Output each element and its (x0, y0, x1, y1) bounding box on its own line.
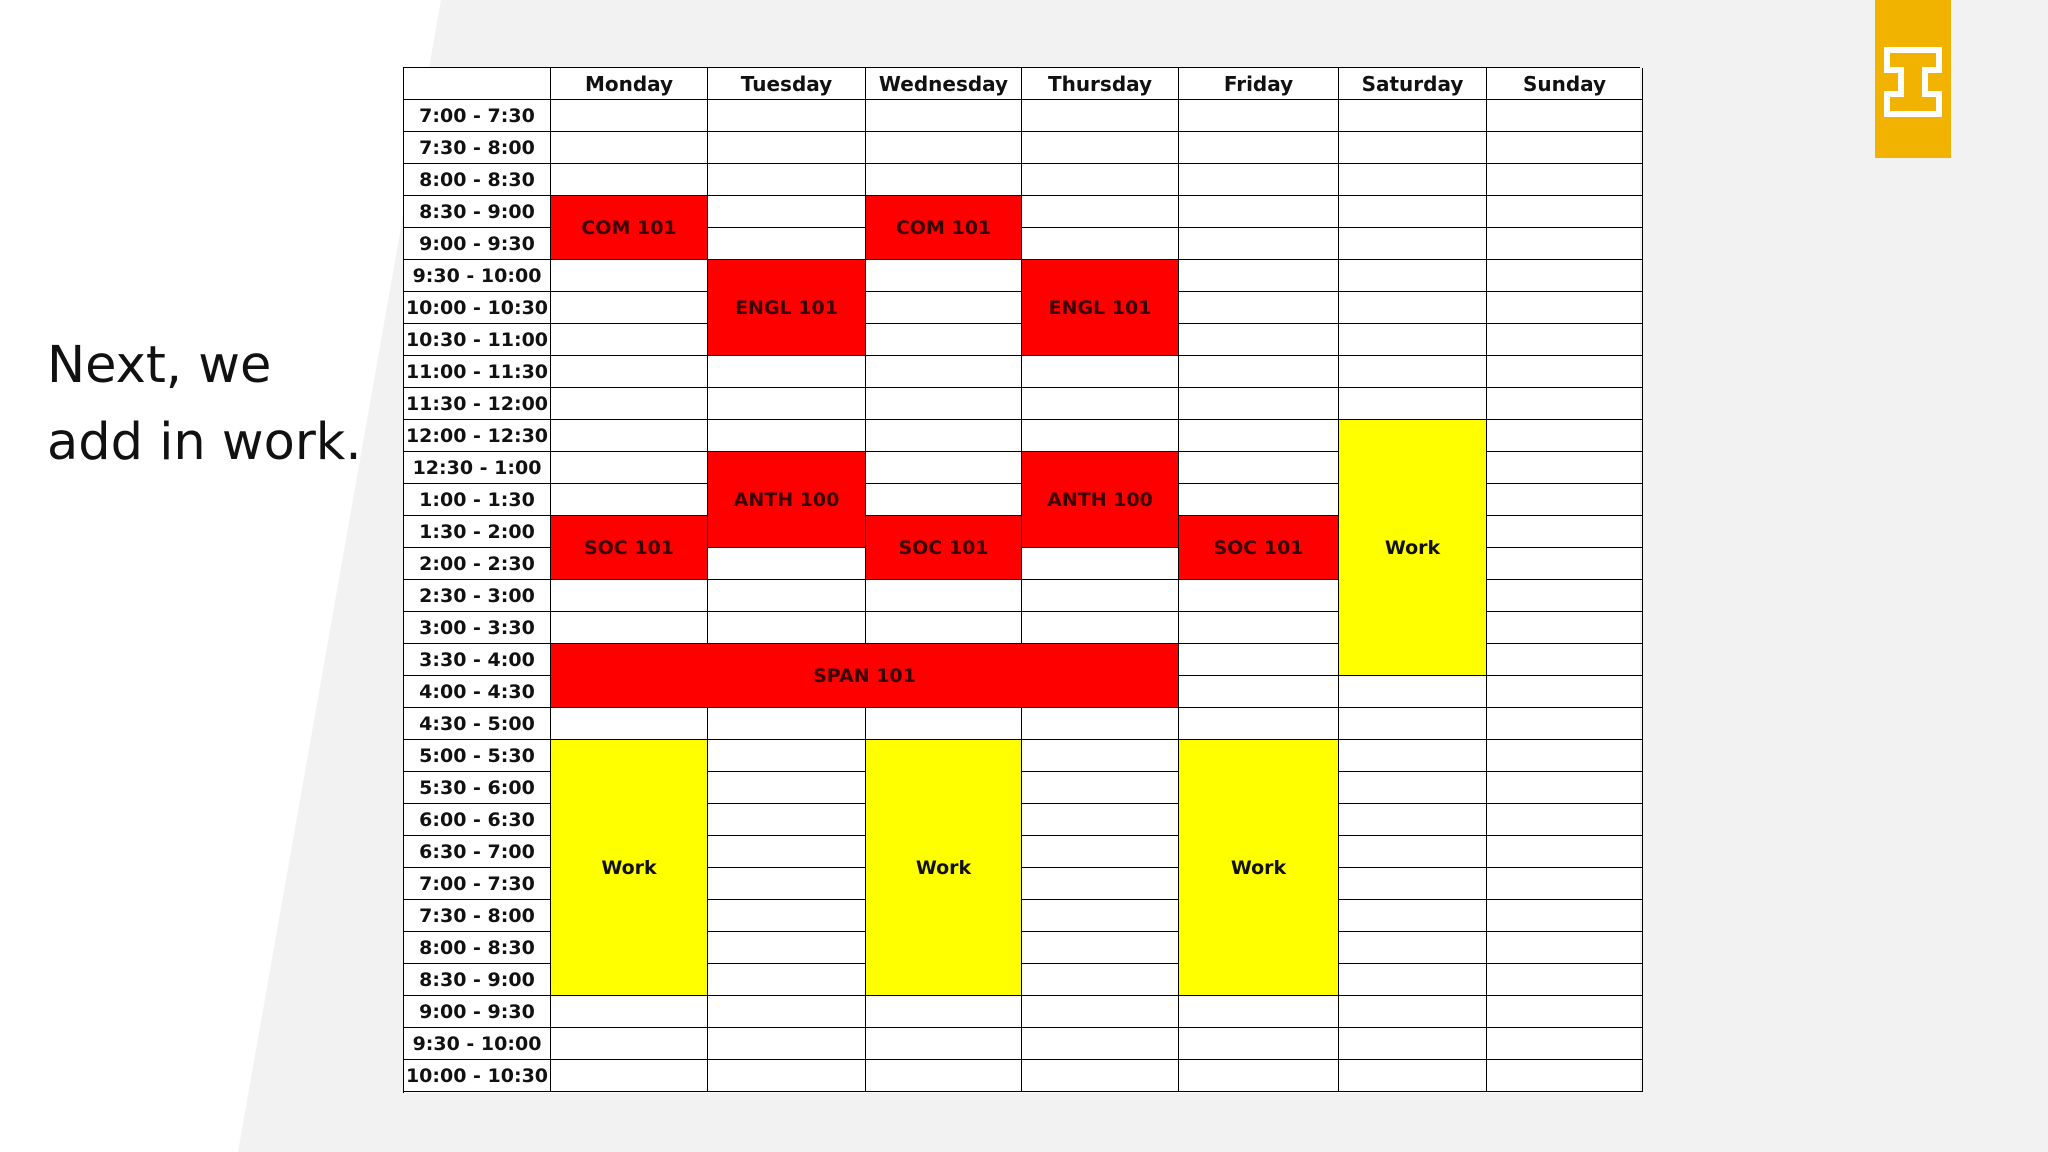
schedule-cell (1487, 676, 1643, 708)
schedule-cell (866, 260, 1022, 292)
class-block: COM 101 (551, 196, 708, 260)
schedule-cell (1022, 228, 1179, 260)
schedule-cell (1179, 420, 1339, 452)
schedule-cell (708, 964, 866, 996)
schedule-cell (551, 996, 708, 1028)
schedule-cell (1339, 356, 1487, 388)
time-slot-label: 4:30 - 5:00 (404, 708, 551, 740)
schedule-cell (708, 228, 866, 260)
day-header-saturday: Saturday (1339, 68, 1487, 100)
schedule-cell (1339, 708, 1487, 740)
schedule-cell (1487, 324, 1643, 356)
schedule-cell (1179, 100, 1339, 132)
schedule-cell (1487, 132, 1643, 164)
schedule-cell (1022, 612, 1179, 644)
schedule-cell (708, 1028, 866, 1060)
time-slot-label: 8:30 - 9:00 (404, 196, 551, 228)
schedule-cell (866, 356, 1022, 388)
schedule-cell (551, 388, 708, 420)
schedule-cell (1487, 804, 1643, 836)
schedule-cell (1022, 1060, 1179, 1092)
schedule-cell (1487, 644, 1643, 676)
time-slot-label: 9:00 - 9:30 (404, 228, 551, 260)
schedule-cell (708, 900, 866, 932)
schedule-cell (866, 996, 1022, 1028)
schedule-cell (551, 420, 708, 452)
schedule-cell (1179, 708, 1339, 740)
schedule-cell (1339, 1060, 1487, 1092)
slide-text-line-2: add in work. (47, 413, 362, 472)
time-slot-label: 12:30 - 1:00 (404, 452, 551, 484)
schedule-cell (1487, 1028, 1643, 1060)
schedule-cell (1022, 580, 1179, 612)
schedule-cell (1022, 100, 1179, 132)
time-slot-label: 4:00 - 4:30 (404, 676, 551, 708)
time-slot-label: 8:30 - 9:00 (404, 964, 551, 996)
schedule-cell (1339, 804, 1487, 836)
schedule-cell (1339, 932, 1487, 964)
schedule-cell (1022, 388, 1179, 420)
schedule-cell (1487, 932, 1643, 964)
schedule-cell (1022, 1028, 1179, 1060)
schedule-cell (551, 164, 708, 196)
slide-text (47, 327, 407, 481)
schedule-cell (551, 612, 708, 644)
schedule-cell (1022, 356, 1179, 388)
schedule-cell (1487, 612, 1643, 644)
schedule-cell (551, 292, 708, 324)
schedule-cell (1487, 164, 1643, 196)
time-slot-label: 5:00 - 5:30 (404, 740, 551, 772)
time-slot-label: 9:30 - 10:00 (404, 260, 551, 292)
schedule-cell (1179, 996, 1339, 1028)
schedule-cell (1339, 676, 1487, 708)
schedule-cell (1339, 100, 1487, 132)
time-slot-label: 8:00 - 8:30 (404, 164, 551, 196)
schedule-cell (1179, 132, 1339, 164)
schedule-cell (1339, 260, 1487, 292)
schedule-cell (1179, 580, 1339, 612)
schedule-cell (1339, 388, 1487, 420)
class-block: SOC 101 (866, 516, 1022, 580)
time-slot-label: 10:00 - 10:30 (404, 292, 551, 324)
time-slot-label: 6:00 - 6:30 (404, 804, 551, 836)
weekly-schedule-grid (403, 67, 1640, 1093)
schedule-cell (1179, 612, 1339, 644)
schedule-cell (1487, 868, 1643, 900)
schedule-cell (551, 356, 708, 388)
schedule-cell (551, 452, 708, 484)
schedule-cell (866, 708, 1022, 740)
schedule-cell (1339, 132, 1487, 164)
schedule-cell (1022, 932, 1179, 964)
schedule-cell (1339, 996, 1487, 1028)
schedule-cell (1179, 1028, 1339, 1060)
schedule-cell (1339, 964, 1487, 996)
schedule-cell (1339, 868, 1487, 900)
time-slot-label: 12:00 - 12:30 (404, 420, 551, 452)
schedule-cell (1339, 1028, 1487, 1060)
schedule-cell (1339, 900, 1487, 932)
schedule-cell (866, 580, 1022, 612)
schedule-cell (708, 932, 866, 964)
time-slot-label: 11:30 - 12:00 (404, 388, 551, 420)
time-slot-label: 3:00 - 3:30 (404, 612, 551, 644)
schedule-cell (866, 452, 1022, 484)
day-header-sunday: Sunday (1487, 68, 1643, 100)
schedule-cell (1487, 260, 1643, 292)
schedule-cell (1022, 964, 1179, 996)
time-slot-label: 9:00 - 9:30 (404, 996, 551, 1028)
day-header-friday: Friday (1179, 68, 1339, 100)
schedule-cell (1022, 836, 1179, 868)
schedule-cell (1339, 196, 1487, 228)
day-header-wednesday: Wednesday (866, 68, 1022, 100)
schedule-cell (866, 1060, 1022, 1092)
time-slot-label: 7:30 - 8:00 (404, 900, 551, 932)
schedule-cell (1487, 548, 1643, 580)
schedule-cell (551, 580, 708, 612)
time-slot-label: 1:30 - 2:00 (404, 516, 551, 548)
work-block: Work (866, 740, 1022, 996)
schedule-cell (1022, 996, 1179, 1028)
schedule-cell (866, 484, 1022, 516)
schedule-cell (1487, 100, 1643, 132)
time-slot-label: 10:30 - 11:00 (404, 324, 551, 356)
schedule-cell (708, 996, 866, 1028)
schedule-cell (708, 836, 866, 868)
time-slot-label: 7:00 - 7:30 (404, 100, 551, 132)
logo (1875, 0, 1951, 158)
schedule-cell (1179, 388, 1339, 420)
day-header-tuesday: Tuesday (708, 68, 866, 100)
schedule-cell (708, 580, 866, 612)
schedule-cell (1339, 740, 1487, 772)
schedule-cell (708, 356, 866, 388)
schedule-cell (1487, 452, 1643, 484)
schedule-cell (708, 548, 866, 580)
class-block: SPAN 101 (551, 644, 1179, 708)
schedule-cell (1339, 164, 1487, 196)
schedule-cell (708, 740, 866, 772)
schedule-cell (1179, 164, 1339, 196)
schedule-cell (1487, 292, 1643, 324)
time-slot-label: 5:30 - 6:00 (404, 772, 551, 804)
schedule-cell (708, 388, 866, 420)
schedule-cell (1179, 196, 1339, 228)
work-block: Work (551, 740, 708, 996)
schedule-cell (708, 420, 866, 452)
schedule-cell (1022, 420, 1179, 452)
slide-text-line-1: Next, we (47, 336, 272, 395)
schedule-cell (1022, 772, 1179, 804)
schedule-cell (866, 388, 1022, 420)
schedule-cell (1022, 740, 1179, 772)
schedule-cell (1487, 836, 1643, 868)
schedule-cell (1179, 260, 1339, 292)
schedule-cell (866, 132, 1022, 164)
schedule-cell (1487, 708, 1643, 740)
class-block: COM 101 (866, 196, 1022, 260)
schedule-cell (708, 612, 866, 644)
day-header-thursday: Thursday (1022, 68, 1179, 100)
schedule-cell (1487, 516, 1643, 548)
schedule-cell (708, 868, 866, 900)
schedule-cell (1179, 228, 1339, 260)
time-slot-label: 6:30 - 7:00 (404, 836, 551, 868)
block-letter-i-icon (1875, 0, 1951, 158)
schedule-cell (551, 1028, 708, 1060)
schedule-cell (1022, 164, 1179, 196)
time-slot-label: 7:30 - 8:00 (404, 132, 551, 164)
time-slot-label: 7:00 - 7:30 (404, 868, 551, 900)
schedule-cell (1022, 900, 1179, 932)
schedule-cell (708, 100, 866, 132)
time-slot-label: 3:30 - 4:00 (404, 644, 551, 676)
schedule-cell (1179, 324, 1339, 356)
schedule-cell (1487, 580, 1643, 612)
time-slot-label: 11:00 - 11:30 (404, 356, 551, 388)
schedule-cell (1022, 708, 1179, 740)
schedule-cell (708, 804, 866, 836)
time-slot-label: 1:00 - 1:30 (404, 484, 551, 516)
time-slot-label: 8:00 - 8:30 (404, 932, 551, 964)
schedule-cell (708, 196, 866, 228)
schedule-cell (1487, 740, 1643, 772)
schedule-cell (866, 324, 1022, 356)
class-block: SOC 101 (551, 516, 708, 580)
schedule-cell (1487, 964, 1643, 996)
schedule-cell (1487, 1060, 1643, 1092)
schedule-cell (1179, 452, 1339, 484)
schedule-cell (1179, 1060, 1339, 1092)
schedule-cell (866, 420, 1022, 452)
schedule-cell (866, 612, 1022, 644)
schedule-cell (551, 260, 708, 292)
time-slot-label: 9:30 - 10:00 (404, 1028, 551, 1060)
schedule-cell (1339, 836, 1487, 868)
schedule-cell (551, 708, 708, 740)
day-header-monday: Monday (551, 68, 708, 100)
class-block: ANTH 100 (708, 452, 866, 548)
schedule-cell (1487, 228, 1643, 260)
schedule-cell (1339, 324, 1487, 356)
schedule-cell (1339, 292, 1487, 324)
schedule-cell (1022, 548, 1179, 580)
schedule-cell (551, 1060, 708, 1092)
schedule-cell (1487, 356, 1643, 388)
work-block: Work (1179, 740, 1339, 996)
schedule-cell (1179, 292, 1339, 324)
schedule-cell (1179, 484, 1339, 516)
schedule-cell (551, 324, 708, 356)
schedule-cell (1179, 644, 1339, 676)
schedule-cell (1487, 388, 1643, 420)
class-block: SOC 101 (1179, 516, 1339, 580)
schedule-cell (866, 100, 1022, 132)
schedule-cell (1022, 804, 1179, 836)
class-block: ANTH 100 (1022, 452, 1179, 548)
schedule-cell (551, 132, 708, 164)
time-slot-label: 10:00 - 10:30 (404, 1060, 551, 1092)
schedule-cell (1487, 420, 1643, 452)
schedule-cell (866, 292, 1022, 324)
corner-cell (404, 68, 551, 100)
schedule-cell (1339, 228, 1487, 260)
work-block: Work (1339, 420, 1487, 676)
time-slot-label: 2:30 - 3:00 (404, 580, 551, 612)
schedule-cell (1022, 868, 1179, 900)
time-slot-label: 2:00 - 2:30 (404, 548, 551, 580)
schedule-cell (1022, 196, 1179, 228)
schedule-cell (708, 164, 866, 196)
schedule-cell (1487, 484, 1643, 516)
schedule-cell (1339, 772, 1487, 804)
schedule-cell (1487, 900, 1643, 932)
schedule-cell (866, 1028, 1022, 1060)
schedule-cell (708, 772, 866, 804)
schedule-cell (1487, 772, 1643, 804)
schedule-cell (708, 708, 866, 740)
schedule-cell (708, 132, 866, 164)
schedule-cell (1022, 132, 1179, 164)
schedule-cell (1487, 996, 1643, 1028)
schedule-cell (1179, 356, 1339, 388)
schedule-cell (551, 484, 708, 516)
schedule-cell (1179, 676, 1339, 708)
schedule-cell (708, 1060, 866, 1092)
schedule-cell (551, 100, 708, 132)
schedule-cell (1487, 196, 1643, 228)
schedule-cell (866, 164, 1022, 196)
class-block: ENGL 101 (1022, 260, 1179, 356)
class-block: ENGL 101 (708, 260, 866, 356)
